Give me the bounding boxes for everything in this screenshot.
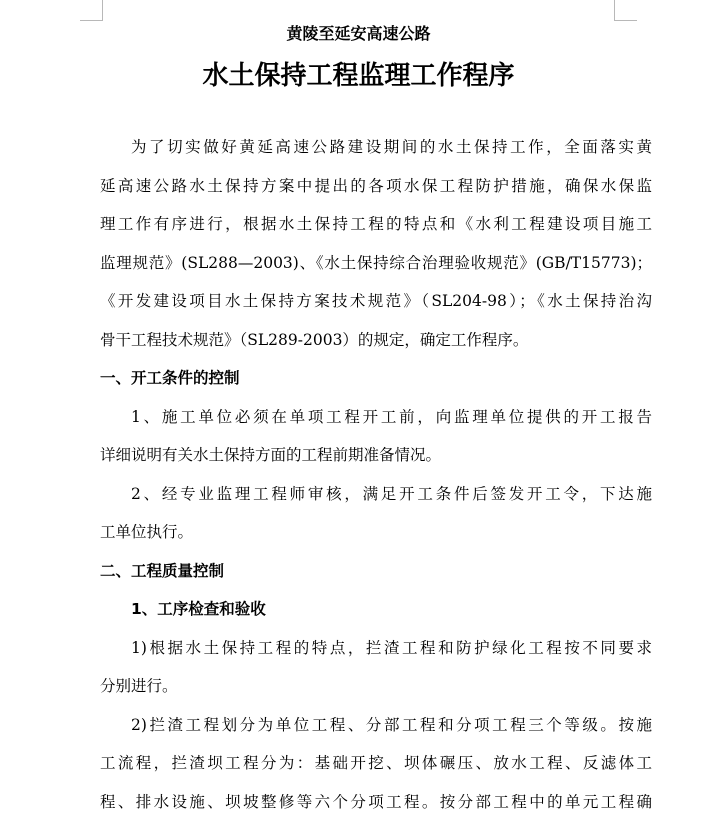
section-heading: 一、开工条件的控制 xyxy=(100,359,652,398)
document-title: 水土保持工程监理工作程序 xyxy=(0,58,717,94)
intro-line: 监理规范》(SL288—2003)、《水土保持综合治理验收规范》(GB/T15773)； xyxy=(100,244,652,283)
document-body xyxy=(100,128,652,821)
paragraph-line: 程、排水设施、坝坡整修等六个分项工程。按分部工程中的单元工程确 xyxy=(100,783,652,821)
document-subtitle: 黄陵至延安高速公路 xyxy=(0,22,717,46)
paragraph-line: 2)拦渣工程划分为单位工程、分部工程和分项工程三个等级。按施 xyxy=(100,706,652,745)
paragraph-line: 1)根据水土保持工程的特点，拦渣工程和防护绿化工程按不同要求 xyxy=(100,629,652,668)
intro-line: 理工作有序进行，根据水土保持工程的特点和《水利工程建设项目施工 xyxy=(100,205,652,244)
subsection-heading: 1、工序检查和验收 xyxy=(100,590,652,629)
paragraph-line: 2、经专业监理工程师审核，满足开工条件后签发开工令，下达施 xyxy=(100,475,652,514)
page-corner-mark-left xyxy=(80,0,103,21)
paragraph-line: 详细说明有关水土保持方面的工程前期准备情况。 xyxy=(100,436,652,475)
paragraph-line: 工流程，拦渣坝工程分为：基础开挖、坝体碾压、放水工程、反滤体工 xyxy=(100,744,652,783)
paragraph-line: 分别进行。 xyxy=(100,667,652,706)
page-corner-mark-right xyxy=(614,0,637,21)
intro-line: 骨干工程技术规范》（SL289-2003）的规定，确定工作程序。 xyxy=(100,321,652,360)
intro-line: 延高速公路水土保持方案中提出的各项水保工程防护措施，确保水保监 xyxy=(100,167,652,206)
section-heading: 二、工程质量控制 xyxy=(100,552,652,591)
intro-line: 《开发建设项目水土保持方案技术规范》（SL204-98）；《水土保持治沟 xyxy=(100,282,652,321)
intro-line: 为了切实做好黄延高速公路建设期间的水土保持工作，全面落实黄 xyxy=(100,128,652,167)
paragraph-line: 1、施工单位必须在单项工程开工前，向监理单位提供的开工报告 xyxy=(100,398,652,437)
paragraph-line: 工单位执行。 xyxy=(100,513,652,552)
